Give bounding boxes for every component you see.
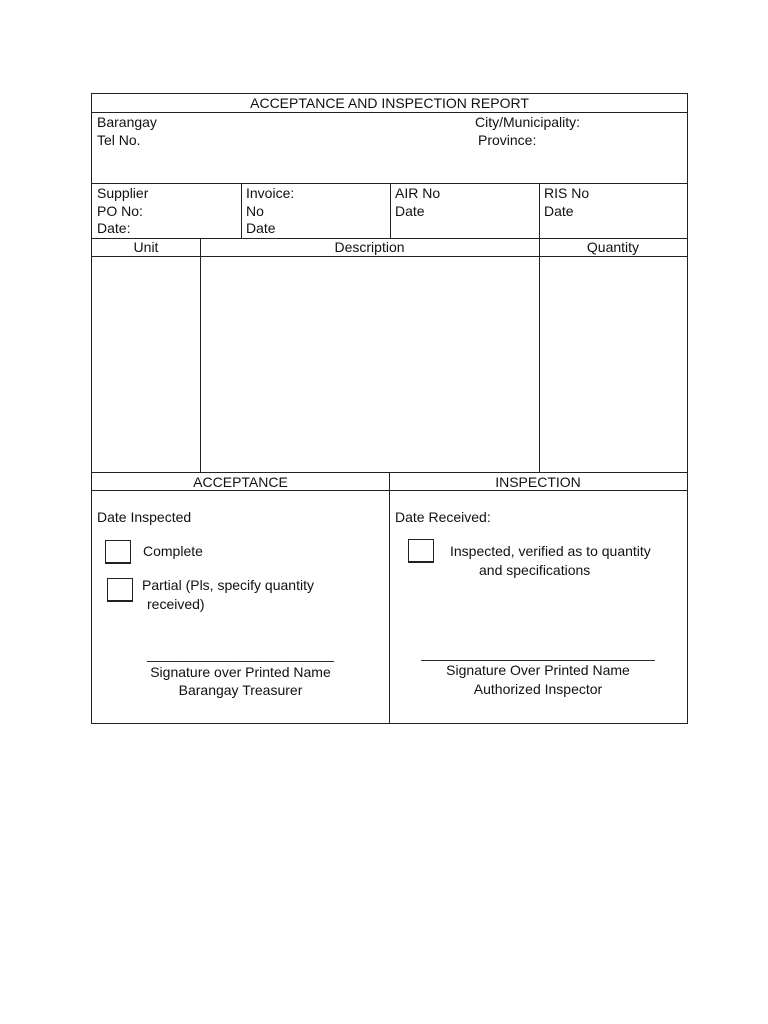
acceptance-inspection-form [91, 93, 688, 724]
divider [241, 183, 242, 238]
inspection-role: Authorized Inspector [473, 681, 603, 697]
divider [92, 112, 687, 113]
invoice-date-label: Date [246, 220, 276, 236]
date-label: Date: [97, 220, 131, 236]
ris-no-label: RIS No [544, 185, 590, 201]
unit-cell[interactable] [92, 257, 200, 472]
complete-label: Complete [143, 543, 203, 559]
quantity-cell[interactable] [540, 257, 687, 472]
acceptance-signature-label: Signature over Printed Name [150, 664, 331, 680]
acceptance-signature-line: ________________________ [147, 646, 334, 662]
divider [92, 490, 687, 491]
province-label: Province: [478, 132, 537, 148]
verified-label: Inspected, verified as to quantity [450, 543, 651, 559]
po-no-label: PO No: [97, 203, 143, 219]
ris-date-label: Date [544, 203, 574, 219]
verified-checkbox[interactable] [408, 539, 434, 563]
inspection-heading: INSPECTION [495, 474, 581, 490]
air-no-label: AIR No [395, 185, 441, 201]
date-inspected-label: Date Inspected [97, 509, 192, 525]
partial-label-cont: received) [147, 596, 205, 612]
verified-label-cont: and specifications [479, 562, 591, 578]
divider [390, 183, 391, 238]
description-cell[interactable] [201, 257, 539, 472]
acceptance-heading: ACCEPTANCE [193, 474, 288, 490]
acceptance-role: Barangay Treasurer [178, 682, 303, 698]
column-header-unit: Unit [133, 239, 159, 255]
inspection-signature-label: Signature Over Printed Name [446, 662, 630, 678]
partial-checkbox[interactable] [107, 578, 133, 602]
divider [539, 183, 540, 238]
air-date-label: Date [395, 203, 425, 219]
inspection-signature-line: ______________________________ [421, 645, 655, 661]
barangay-label: Barangay [97, 114, 157, 130]
column-header-quantity: Quantity [586, 239, 640, 255]
date-received-label: Date Received: [395, 509, 491, 525]
tel-no-label: Tel No. [97, 132, 141, 148]
supplier-label: Supplier [97, 185, 149, 201]
invoice-label: Invoice: [246, 185, 295, 201]
invoice-no-label: No [246, 203, 264, 219]
form-title: ACCEPTANCE AND INSPECTION REPORT [250, 95, 529, 111]
complete-checkbox[interactable] [105, 540, 131, 564]
city-label: City/Municipality: [475, 114, 581, 130]
column-header-description: Description [334, 239, 405, 255]
partial-label: Partial (Pls, specify quantity [142, 577, 314, 593]
